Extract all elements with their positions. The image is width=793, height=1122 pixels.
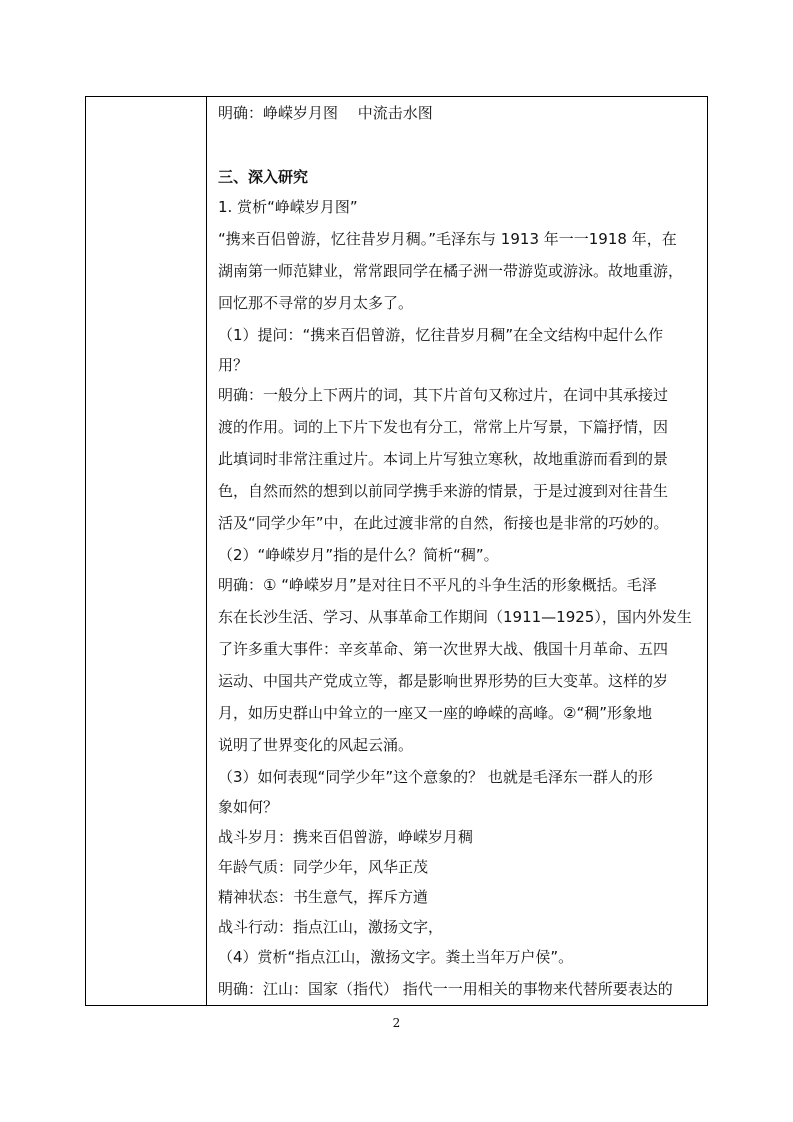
question-line: （2）“峥嵘岁月”指的是什么？简析“稠”。 <box>218 546 499 564</box>
text-line: 运动、中国共产党成立等，都是影响世界形势的巨大变革。这样的岁 <box>218 672 669 690</box>
text-line: 说明了世界变化的风起云涌。 <box>218 736 414 754</box>
section-heading: 三、深入研究 <box>218 168 309 186</box>
question-line: （4）赏析“指点江山，激扬文字。粪土当年万户侯”。 <box>218 948 574 966</box>
question-line: （3）如何表现“同学少年”这个意象的？ 也就是毛泽东一群人的形 <box>218 768 653 786</box>
text-line: 战斗行动：指点江山，激扬文字， <box>218 918 444 936</box>
text-line: 明确：峥嵘岁月图 中流击水图 <box>218 104 433 122</box>
text-line: 了许多重大事件：辛亥革命、第一次世界大战、俄国十月革命、五四 <box>218 640 669 658</box>
question-line: （1）提问：“携来百侣曾游，忆往昔岁月稠”在全文结构中起什么作 <box>218 326 664 344</box>
text-line: 年龄气质：同学少年，风华正茂 <box>218 858 429 876</box>
text-line: 用？ <box>218 356 249 374</box>
text-line: 象如何？ <box>218 798 279 816</box>
subsection-heading: 1. 赏析“峥嵘岁月图” <box>218 198 358 216</box>
page-number: 2 <box>392 1016 401 1030</box>
text-line: 月，如历史群山中耸立的一座又一座的峥嵘的高峰。②“稠”形象地 <box>218 704 652 722</box>
text-line: 活及“同学少年”中，在此过渡非常的自然，衔接也是非常的巧妙的。 <box>218 514 669 532</box>
table-left-column <box>86 97 207 1005</box>
answer-line: 明确：江山：国家（指代） 指代一一用相关的事物来代替所要表达的 <box>218 980 673 998</box>
text-line: 此填词时非常注重过片。本词上片写独立寒秋，故地重游而看到的景 <box>218 450 669 468</box>
text-line: 渡的作用。词的上下片下发也有分工，常常上片写景，下篇抒情，因 <box>218 418 669 436</box>
text-line: 色，自然而然的想到以前同学携手来游的情景，于是过渡到对往昔生 <box>218 482 669 500</box>
text-line: 湖南第一师范肄业，常常跟同学在橘子洲一带游览或游泳。故地重游， <box>218 262 684 280</box>
lesson-table <box>85 96 708 1006</box>
answer-line: 明确：一般分上下两片的词，其下片首句又称过片，在词中其承接过 <box>218 386 669 404</box>
text-line: 回忆那不寻常的岁月太多了。 <box>218 294 414 312</box>
text-line: 东在长沙生活、学习、从事革命工作期间（1911—1925），国内外发生 <box>218 608 692 626</box>
answer-line: 明确：① “峥嵘岁月”是对往日不平凡的斗争生活的形象概括。毛泽 <box>218 576 657 594</box>
text-line: 战斗岁月：携来百侣曾游，峥嵘岁月稠 <box>218 828 474 846</box>
text-line: 精神状态：书生意气，挥斥方遒 <box>218 888 429 906</box>
text-line: “携来百侣曾游，忆往昔岁月稠。”毛泽东与 1913 年一一1918 年，在 <box>218 230 677 248</box>
